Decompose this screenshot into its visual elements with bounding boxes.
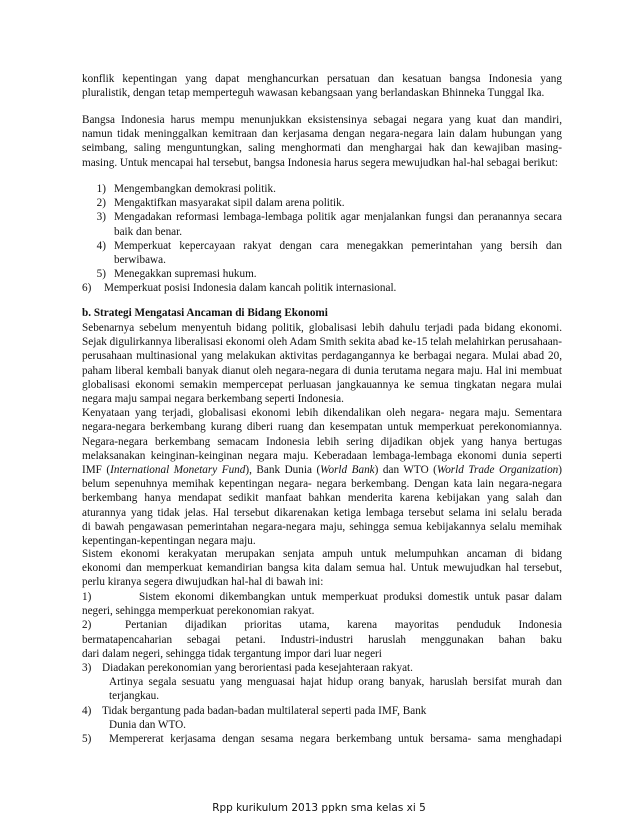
text-fragment: IMF ( bbox=[82, 464, 111, 477]
text-line: perlu kiranya segera diwujudkan hal-hal di bawah ini: bbox=[82, 576, 324, 589]
list-text: Diadakan perekonomian yang berorientasi pada kesejahteraan rakyat. bbox=[102, 662, 413, 675]
list-item bbox=[82, 661, 562, 675]
list-item bbox=[82, 618, 562, 632]
wto-fullname: World Trade Organization bbox=[436, 464, 559, 477]
sistem-paragraph bbox=[82, 547, 562, 590]
text-line: negara maju sampai negara berkembang seperti Indonesia. bbox=[82, 393, 344, 406]
list-text bbox=[114, 239, 562, 267]
list-number: 6) bbox=[82, 282, 92, 295]
text-line: seimbang, saling menguntungkan, saling menghormati dan menghargai hak dan kewajiban masing- bbox=[82, 142, 562, 155]
list-item bbox=[82, 210, 562, 238]
text-line: globalisasi ekonomi semakin mempercepat perluasan jangkauannya ke semua tingkatan negara mulai bbox=[82, 378, 562, 391]
list-text-line: baik dan benar. bbox=[114, 225, 183, 238]
list-text: Memperkuat posisi Indonesia dalam kancah politik internasional. bbox=[104, 282, 397, 295]
list-text: Menegakkan supremasi hukum. bbox=[114, 268, 257, 281]
text-line: Kenyataan yang terjadi, globalisasi ekonomi lebih dikendalikan oleh negara- negara maju. Sementara bbox=[82, 407, 562, 420]
text-fragment: ), Bank Dunia ( bbox=[245, 464, 321, 477]
list-item bbox=[82, 267, 562, 281]
list-item bbox=[82, 732, 562, 746]
text-line bbox=[82, 463, 562, 477]
list-text: Pertanian dijadikan prioritas utama, karena mayoritas penduduk Indonesia bbox=[125, 619, 562, 632]
list-number: 3) bbox=[82, 662, 92, 675]
list-text bbox=[114, 210, 562, 238]
imf-fullname: International Monetary Fund bbox=[110, 464, 246, 477]
list-number: 2) bbox=[96, 197, 106, 210]
text-fragment: ) bbox=[558, 464, 563, 477]
list-item bbox=[82, 281, 562, 295]
text-line: Dunia dan WTO. bbox=[109, 718, 186, 731]
page-footer: Rpp kurikulum 2013 ppkn sma kelas xi 5 bbox=[212, 802, 426, 814]
list-number: 5) bbox=[96, 268, 106, 281]
text-line: Sistem ekonomi kerakyatan merupakan senjata ampuh untuk melumpuhkan ancaman di bidang bbox=[82, 548, 562, 560]
list-text: Sistem ekonomi dikembangkan untuk memperkuat produksi domestik untuk pasar dalam bbox=[139, 591, 562, 603]
text-line: perusahaan multinasional yang melakukan aktivitas perdagangannya ke berbagai negara. Mulai abad 20, bbox=[82, 350, 562, 363]
text-line: negara-negara berkembang kurang diberi ruang dan kesempatan untuk memperkuat perekonomiannya. bbox=[82, 421, 562, 434]
politik-paragraph bbox=[82, 113, 562, 170]
text-line: Sejak digulirkannya liberalisasi ekonomi oleh Adam Smith sekita abad ke-15 telah melahirkan perusahaan- bbox=[82, 336, 562, 349]
list-text-line: Memperkuat kepercayaan rakyat dengan cara menegakkan pemerintahan yang bersih dan bbox=[114, 239, 562, 252]
text-line: dari dalam negeri, sehingga tidak tergantung impor dari luar negeri bbox=[82, 647, 382, 660]
list-number: 5) bbox=[82, 733, 92, 746]
list-item bbox=[82, 590, 562, 604]
text-line: konflik kepentingan yang dapat menghancurkan persatuan dan kesatuan bangsa Indonesia yang bbox=[82, 73, 562, 85]
text-line: berkembang hanya mendapat sedikit manfaat bahkan menderita karena kebijakan yang salah dan bbox=[82, 492, 562, 505]
text-line: Bangsa Indonesia harus mempu menunjukkan eksistensinya sebagai negara yang kuat dan mandiri, bbox=[82, 114, 562, 126]
list-item bbox=[82, 182, 562, 196]
politik-list bbox=[82, 182, 562, 296]
list-number: 1) bbox=[96, 183, 106, 195]
text-line: negeri, sehingga memperkuat perekonomian rakyat. bbox=[82, 605, 315, 618]
text-line: ekonomi dan memperkuat kemandirian bangsa kita dalam semua hal. Untuk mewujudkan hal tersebut, bbox=[82, 562, 562, 575]
text-line: Negara-negara berkembang semacam Indonesia lebih sering dijadikan objek yang hanya bertugas bbox=[82, 435, 562, 448]
list-text: Mengaktifkan masyarakat sipil dalam arena politik. bbox=[114, 197, 345, 210]
text-line: namun tidak meninggalkan kemitraan dan kerjasama dengan negara-negara lain dalam hubungan yang bbox=[82, 128, 562, 141]
list-number: 3) bbox=[96, 211, 106, 224]
text-fragment: ) dan WTO ( bbox=[374, 464, 437, 477]
list-number: 4) bbox=[82, 704, 92, 717]
list-text-line: berwibawa. bbox=[114, 254, 166, 267]
list-text-line: Mengadakan reformasi lembaga-lembaga politik agar menjalankan fungsi dan peranannya secara bbox=[114, 211, 562, 224]
text-line: di bawah pengawasan pemerintahan negara-negara maju, sehingga semua kebijakannya selalu memihak bbox=[82, 520, 562, 533]
text-line: belum sepenuhnya memihak kepentingan negara- negara berkembang. Dengan kata lain negara-negara bbox=[82, 478, 562, 491]
intro-paragraph bbox=[82, 72, 562, 100]
ekonomi-paragraph bbox=[82, 321, 562, 548]
text-line: pluralistik, dengan tetap memperteguh wawasan kebangsaan yang berlandaskan Bhinneka Tunggal Ika. bbox=[82, 87, 545, 100]
list-number: 1) bbox=[82, 591, 92, 603]
list-number: 4) bbox=[96, 239, 106, 252]
text-line: terjangkau. bbox=[109, 690, 160, 703]
text-line: paham liberal kembali banyak dianut oleh negara-negara di dunia terutama negara maju. Hal ini membuat bbox=[82, 364, 562, 377]
text-line: Sebenarnya sebelum menyentuh bidang politik, globalisasi lebih dahulu terjadi pada bidang ekonomi. bbox=[82, 322, 562, 334]
list-number: 2) bbox=[82, 619, 92, 632]
text-line: melaksanakan keinginan-keinginan negara maju. Keberadaan lembaga-lembaga ekonomi dunia seperti bbox=[82, 449, 562, 462]
list-item bbox=[82, 196, 562, 210]
list-text: Tidak bergantung pada badan-badan multilateral seperti pada IMF, Bank bbox=[102, 704, 427, 717]
worldbank-fullname: World Bank bbox=[320, 464, 375, 477]
list-item bbox=[82, 239, 562, 267]
text-line: Artinya segala sesuatu yang menguasai hajat hidup orang banyak, haruslah bersifat murah dan bbox=[109, 676, 562, 689]
section-heading: b. Strategi Mengatasi Ancaman di Bidang Ekonomi bbox=[82, 307, 328, 319]
ekonomi-list bbox=[82, 590, 562, 746]
text-line: aturannya yang tidak jelas. Hal tersebut dikarenakan ketiga lembaga tersebut selama ini selalu berada bbox=[82, 506, 562, 519]
text-line: masing. Untuk mencapai hal tersebut, bangsa Indonesia harus segera mewujudkan hal-hal sebagai berikut: bbox=[82, 156, 558, 169]
list-text: Mengembangkan demokrasi politik. bbox=[114, 183, 276, 195]
list-text: Mempererat kerjasama dengan sesama negara berkembang untuk bersama- sama menghadapi bbox=[109, 733, 562, 746]
text-line: bermatapencaharian sebagai petani. Industri-industri haruslah menggunakan bahan baku bbox=[82, 633, 562, 646]
text-line: kepentingan-kepentingan negara maju. bbox=[82, 535, 256, 548]
list-item bbox=[82, 704, 562, 718]
